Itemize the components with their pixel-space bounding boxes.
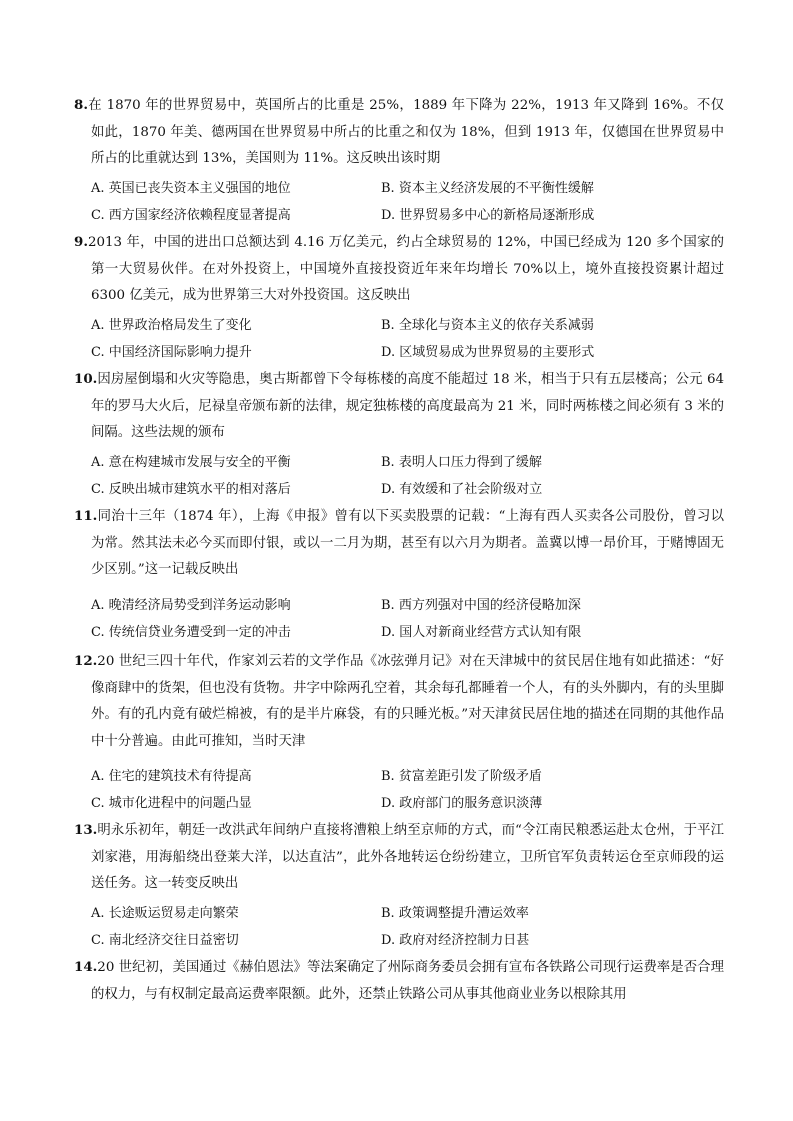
option-d[interactable]: D. 政府部门的服务意识淡薄	[381, 796, 543, 811]
question-text: 同治十三年（1874 年），上海《申报》曾有以下买卖股票的记载：“上海有西人买卖各公司股份，曾习以为常。然其法未必今买而即付银，或以一二月为期，甚至有以六月为期者。盖冀以博一昂价耳，于赌博固无少区别。”这一记载反映出	[91, 509, 724, 577]
question-11	[74, 503, 724, 646]
question-text: 20 世纪初，美国通过《赫伯恩法》等法案确定了州际商务委员会拥有宣布各铁路公司现行运费率是否合理的权力，与有权制定最高运费率限额。此外，还禁止铁路公司从事其他商业业务以根除其用	[91, 960, 724, 1002]
question-number: 14.	[74, 959, 98, 975]
question-number: 9.	[74, 234, 88, 250]
option-d[interactable]: D. 世界贸易多中心的新格局逐渐形成	[381, 207, 595, 223]
option-b[interactable]: B. 贫富差距引发了阶级矛盾	[381, 769, 542, 784]
option-d[interactable]: D. 有效缓和了社会阶级对立	[381, 481, 543, 497]
question-13	[74, 817, 724, 954]
option-a[interactable]: A. 住宅的建筑技术有待提高	[91, 769, 252, 784]
question-number: 13.	[74, 822, 98, 838]
question-stem	[74, 366, 724, 447]
options	[91, 312, 724, 366]
question-8	[74, 92, 724, 229]
options	[91, 175, 724, 229]
option-a[interactable]: A. 长途贩运贸易走向繁荣	[91, 905, 239, 921]
option-b[interactable]: B. 表明人口压力得到了缓解	[381, 454, 542, 470]
question-12	[74, 648, 724, 817]
option-c[interactable]: C. 传统信贷业务遭受到一定的冲击	[91, 624, 291, 640]
question-number: 10.	[74, 371, 98, 387]
option-d[interactable]: D. 政府对经济控制力日甚	[381, 932, 530, 948]
option-d[interactable]: D. 区域贸易成为世界贸易的主要形式	[381, 344, 595, 360]
option-c[interactable]: C. 城市化进程中的问题凸显	[91, 796, 252, 811]
option-a[interactable]: A. 世界政治格局发生了变化	[91, 317, 252, 333]
question-stem	[74, 229, 724, 310]
option-b[interactable]: B. 西方列强对中国的经济侵略加深	[381, 597, 581, 613]
option-d[interactable]: D. 国人对新商业经营方式认知有限	[381, 624, 582, 640]
option-b[interactable]: B. 政策调整提升漕运效率	[381, 905, 529, 921]
option-b[interactable]: B. 全球化与资本主义的依存关系减弱	[381, 317, 594, 333]
question-number: 8.	[74, 97, 88, 113]
question-stem	[74, 648, 724, 755]
option-a[interactable]: A. 意在构建城市发展与安全的平衡	[91, 454, 291, 470]
question-stem	[74, 92, 724, 173]
option-a[interactable]: A. 晚清经济局势受到洋务运动影响	[91, 597, 291, 613]
question-text: 因房屋倒塌和火灾等隐患，奥古斯都曾下令每栋楼的高度不能超过 18 米，相当于只有五层楼高；公元 64 年的罗马大火后，尼禄皇帝颁布新的法律，规定独栋楼的高度最高为 21 米，同时两栋楼之间必须有 3 米的间隔。这些法规的颁布	[91, 372, 724, 440]
question-text: 2013 年，中国的进出口总额达到 4.16 万亿美元，约占全球贸易的 12%，中国已经成为 120 多个国家的第一大贸易伙伴。在对外投资上，中国境外直接投资近年来年均增长 70%以上，境外直接投资累计超过 6300 亿美元，成为世界第三大对外投资国。这反映出	[87, 235, 724, 303]
options	[91, 763, 724, 817]
question-stem	[74, 503, 724, 584]
option-b[interactable]: B. 资本主义经济发展的不平衡性缓解	[381, 180, 594, 196]
options	[91, 900, 724, 954]
options	[91, 449, 724, 503]
question-text: 明永乐初年，朝廷一改洪武年间纳户直接将漕粮上纳至京师的方式，而“令江南民粮悉运赴太仓州，于平江刘家港，用海船绕出登莱大洋，以达直沽”，此外各地转运仓纷纷建立，卫所官军负责转运仓至京师段的运送任务。这一转变反映出	[91, 823, 724, 891]
question-text: 在 1870 年的世界贸易中，英国所占的比重是 25%，1889 年下降为 22%，1913 年又降到 16%。不仅如此，1870 年美、德两国在世界贸易中所占的比重之和仅为 18%，但到 1913 年，仅德国在世界贸易中所占的比重就达到 13%，美国则为 11%。这反映出该时期	[87, 98, 724, 166]
option-c[interactable]: C. 反映出城市建筑水平的相对落后	[91, 481, 291, 497]
option-c[interactable]: C. 西方国家经济依赖程度显著提高	[91, 207, 291, 223]
question-stem	[74, 954, 724, 1008]
question-10	[74, 366, 724, 503]
option-a[interactable]: A. 英国已丧失资本主义强国的地位	[91, 180, 291, 196]
question-14	[74, 954, 724, 1008]
question-stem	[74, 817, 724, 898]
option-c[interactable]: C. 南北经济交往日益密切	[91, 932, 239, 948]
question-9	[74, 229, 724, 366]
option-c[interactable]: C. 中国经济国际影响力提升	[91, 344, 252, 360]
question-number: 12.	[74, 653, 98, 669]
question-number: 11.	[74, 508, 98, 524]
question-text: 20 世纪三四十年代，作家刘云若的文学作品《冰弦弹月记》对在天津城中的贫民居住地有如此描述：“好像商肆中的货架，但也没有货物。井字中除两孔空着，其余每孔都睡着一个人，有的头外脚内，有的头里脚外。有的孔内竟有破烂棉被，有的是半片麻袋，有的只睡光板。”对天津贫民居住地的描述在同期的其他作品中十分普遍。由此可推知，当时天津	[91, 654, 724, 749]
options	[91, 592, 724, 646]
